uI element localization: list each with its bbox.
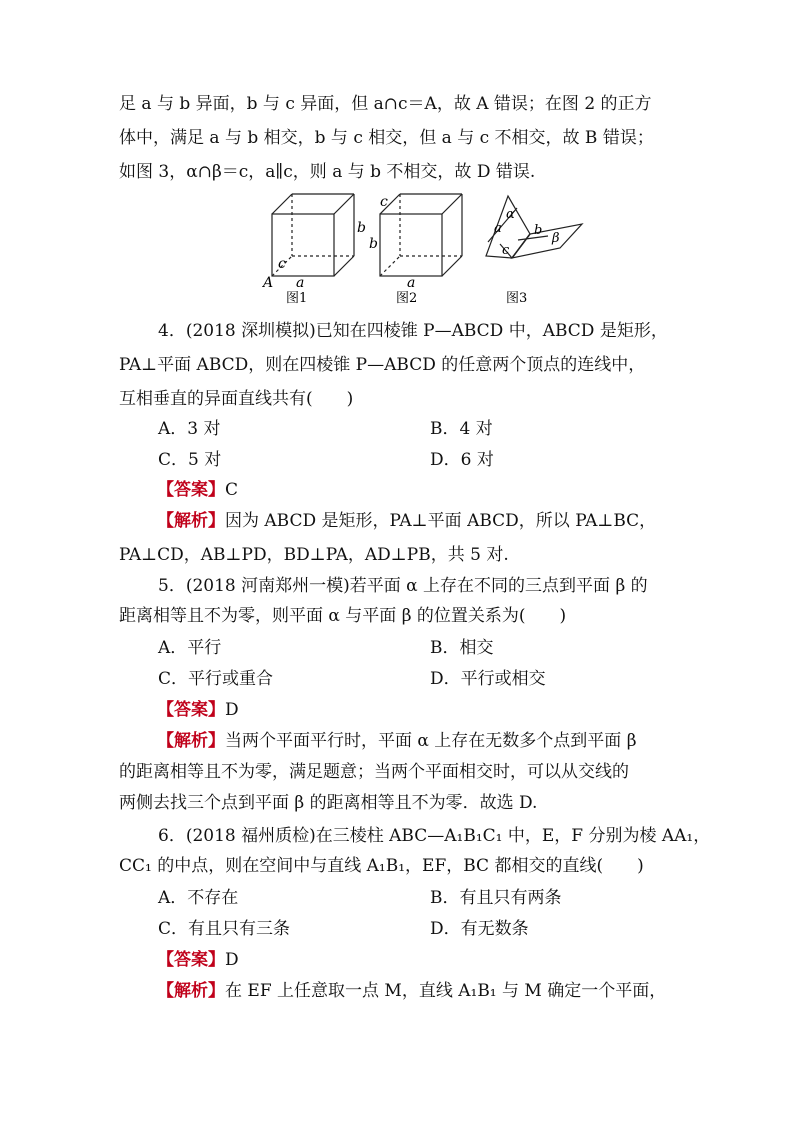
q4-option-b: B．4 对 bbox=[430, 419, 493, 439]
q5-analysis-1 bbox=[157, 729, 637, 753]
q4-option-d: D．6 对 bbox=[430, 450, 494, 470]
fig3-label-c: c bbox=[502, 243, 510, 258]
fig1-label-a: a bbox=[296, 275, 305, 291]
q6-line-2: CC₁ 的中点，则在空间中与直线 A₁B₁，EF，BC 都相交的直线( ) bbox=[119, 856, 644, 876]
q6-answer-value: D bbox=[225, 950, 239, 970]
fig1-caption: 图1 bbox=[286, 291, 308, 306]
q4-line-3: 互相垂直的异面直线共有( ) bbox=[119, 389, 354, 409]
q4-analysis-2: PA⊥CD，AB⊥PD，BD⊥PA，AD⊥PB，共 5 对. bbox=[119, 545, 509, 565]
q5-analysis-text-1: 当两个平面平行时，平面 α 上存在无数多个点到平面 β bbox=[225, 731, 637, 751]
q4-analysis-1 bbox=[157, 509, 656, 533]
q4-option-a: A．3 对 bbox=[158, 419, 221, 439]
analysis-tag: 【解析】 bbox=[157, 731, 225, 751]
q6-answer bbox=[157, 948, 239, 972]
q6-option-c: C．有且只有三条 bbox=[158, 919, 291, 939]
answer-tag: 【答案】 bbox=[157, 700, 225, 720]
q4-analysis-text-1: 因为 ABCD 是矩形，PA⊥平面 ABCD，所以 PA⊥BC， bbox=[225, 511, 657, 531]
answer-tag: 【答案】 bbox=[157, 950, 225, 970]
answer-tag: 【答案】 bbox=[157, 480, 225, 500]
q5-option-c: C．平行或重合 bbox=[158, 669, 274, 689]
fig2-label-b: b bbox=[369, 236, 378, 252]
fig2-label-a: a bbox=[407, 275, 416, 291]
analysis-tag: 【解析】 bbox=[157, 511, 225, 531]
q4-line-2: PA⊥平面 ABCD，则在四棱锥 P—ABCD 的任意两个顶点的连线中， bbox=[119, 355, 646, 375]
fig1-label-c: c bbox=[278, 256, 286, 272]
q4-answer-value: C bbox=[225, 480, 239, 500]
fig3-label-beta: β bbox=[552, 231, 560, 246]
fig1-label-b: b bbox=[357, 220, 366, 236]
q5-analysis-3: 两侧去找三个点到平面 β 的距离相等且不为零．故选 D. bbox=[119, 793, 538, 813]
intro-line-1: 足 a 与 b 异面，b 与 c 异面，但 a∩c＝A，故 A 错误；在图 2 的正方 bbox=[119, 94, 652, 114]
fig2-label-c: c bbox=[380, 194, 388, 210]
fig3-label-a: a bbox=[494, 221, 502, 236]
q4-option-c: C．5 对 bbox=[158, 450, 222, 470]
fig3-label-alpha: α bbox=[506, 207, 515, 222]
fig3-label-b: b bbox=[534, 223, 543, 238]
q6-line-1: 6．(2018 福州质检)在三棱柱 ABC—A₁B₁C₁ 中，E，F 分别为棱 AA₁， bbox=[158, 826, 711, 846]
q6-analysis-text-1: 在 EF 上任意取一点 M，直线 A₁B₁ 与 M 确定一个平面， bbox=[225, 981, 667, 1001]
q5-option-b: B．相交 bbox=[430, 638, 494, 658]
q4-line-1: 4．(2018 深圳模拟)已知在四棱锥 P—ABCD 中，ABCD 是矩形， bbox=[158, 321, 668, 341]
intro-line-3: 如图 3，α∩β＝c，a∥c，则 a 与 b 不相交，故 D 错误. bbox=[119, 162, 536, 182]
q5-option-a: A．平行 bbox=[158, 638, 222, 658]
q6-option-a: A．不存在 bbox=[158, 888, 239, 908]
analysis-tag: 【解析】 bbox=[157, 981, 225, 1001]
fig2-caption: 图2 bbox=[396, 291, 418, 306]
q6-analysis-1 bbox=[157, 979, 666, 1003]
q6-option-d: D．有无数条 bbox=[430, 919, 529, 939]
q6-option-b: B．有且只有两条 bbox=[430, 888, 562, 908]
fig3-caption: 图3 bbox=[506, 291, 528, 306]
fig1-label-A: A bbox=[263, 275, 274, 291]
q5-answer-value: D bbox=[225, 700, 239, 720]
q4-answer bbox=[157, 478, 238, 502]
q5-analysis-2: 的距离相等且不为零，满足题意；当两个平面相交时，可以从交线的 bbox=[119, 762, 629, 782]
q5-option-d: D．平行或相交 bbox=[430, 669, 546, 689]
q5-line-1: 5．(2018 河南郑州一模)若平面 α 上存在不同的三点到平面 β 的 bbox=[158, 576, 648, 596]
q5-answer bbox=[157, 698, 239, 722]
figures-row bbox=[262, 188, 622, 308]
intro-line-2: 体中，满足 a 与 b 相交，b 与 c 相交，但 a 与 c 不相交，故 B 错误； bbox=[119, 128, 654, 148]
q5-line-2: 距离相等且不为零，则平面 α 与平面 β 的位置关系为( ) bbox=[119, 606, 567, 626]
figure-2 bbox=[380, 194, 462, 276]
